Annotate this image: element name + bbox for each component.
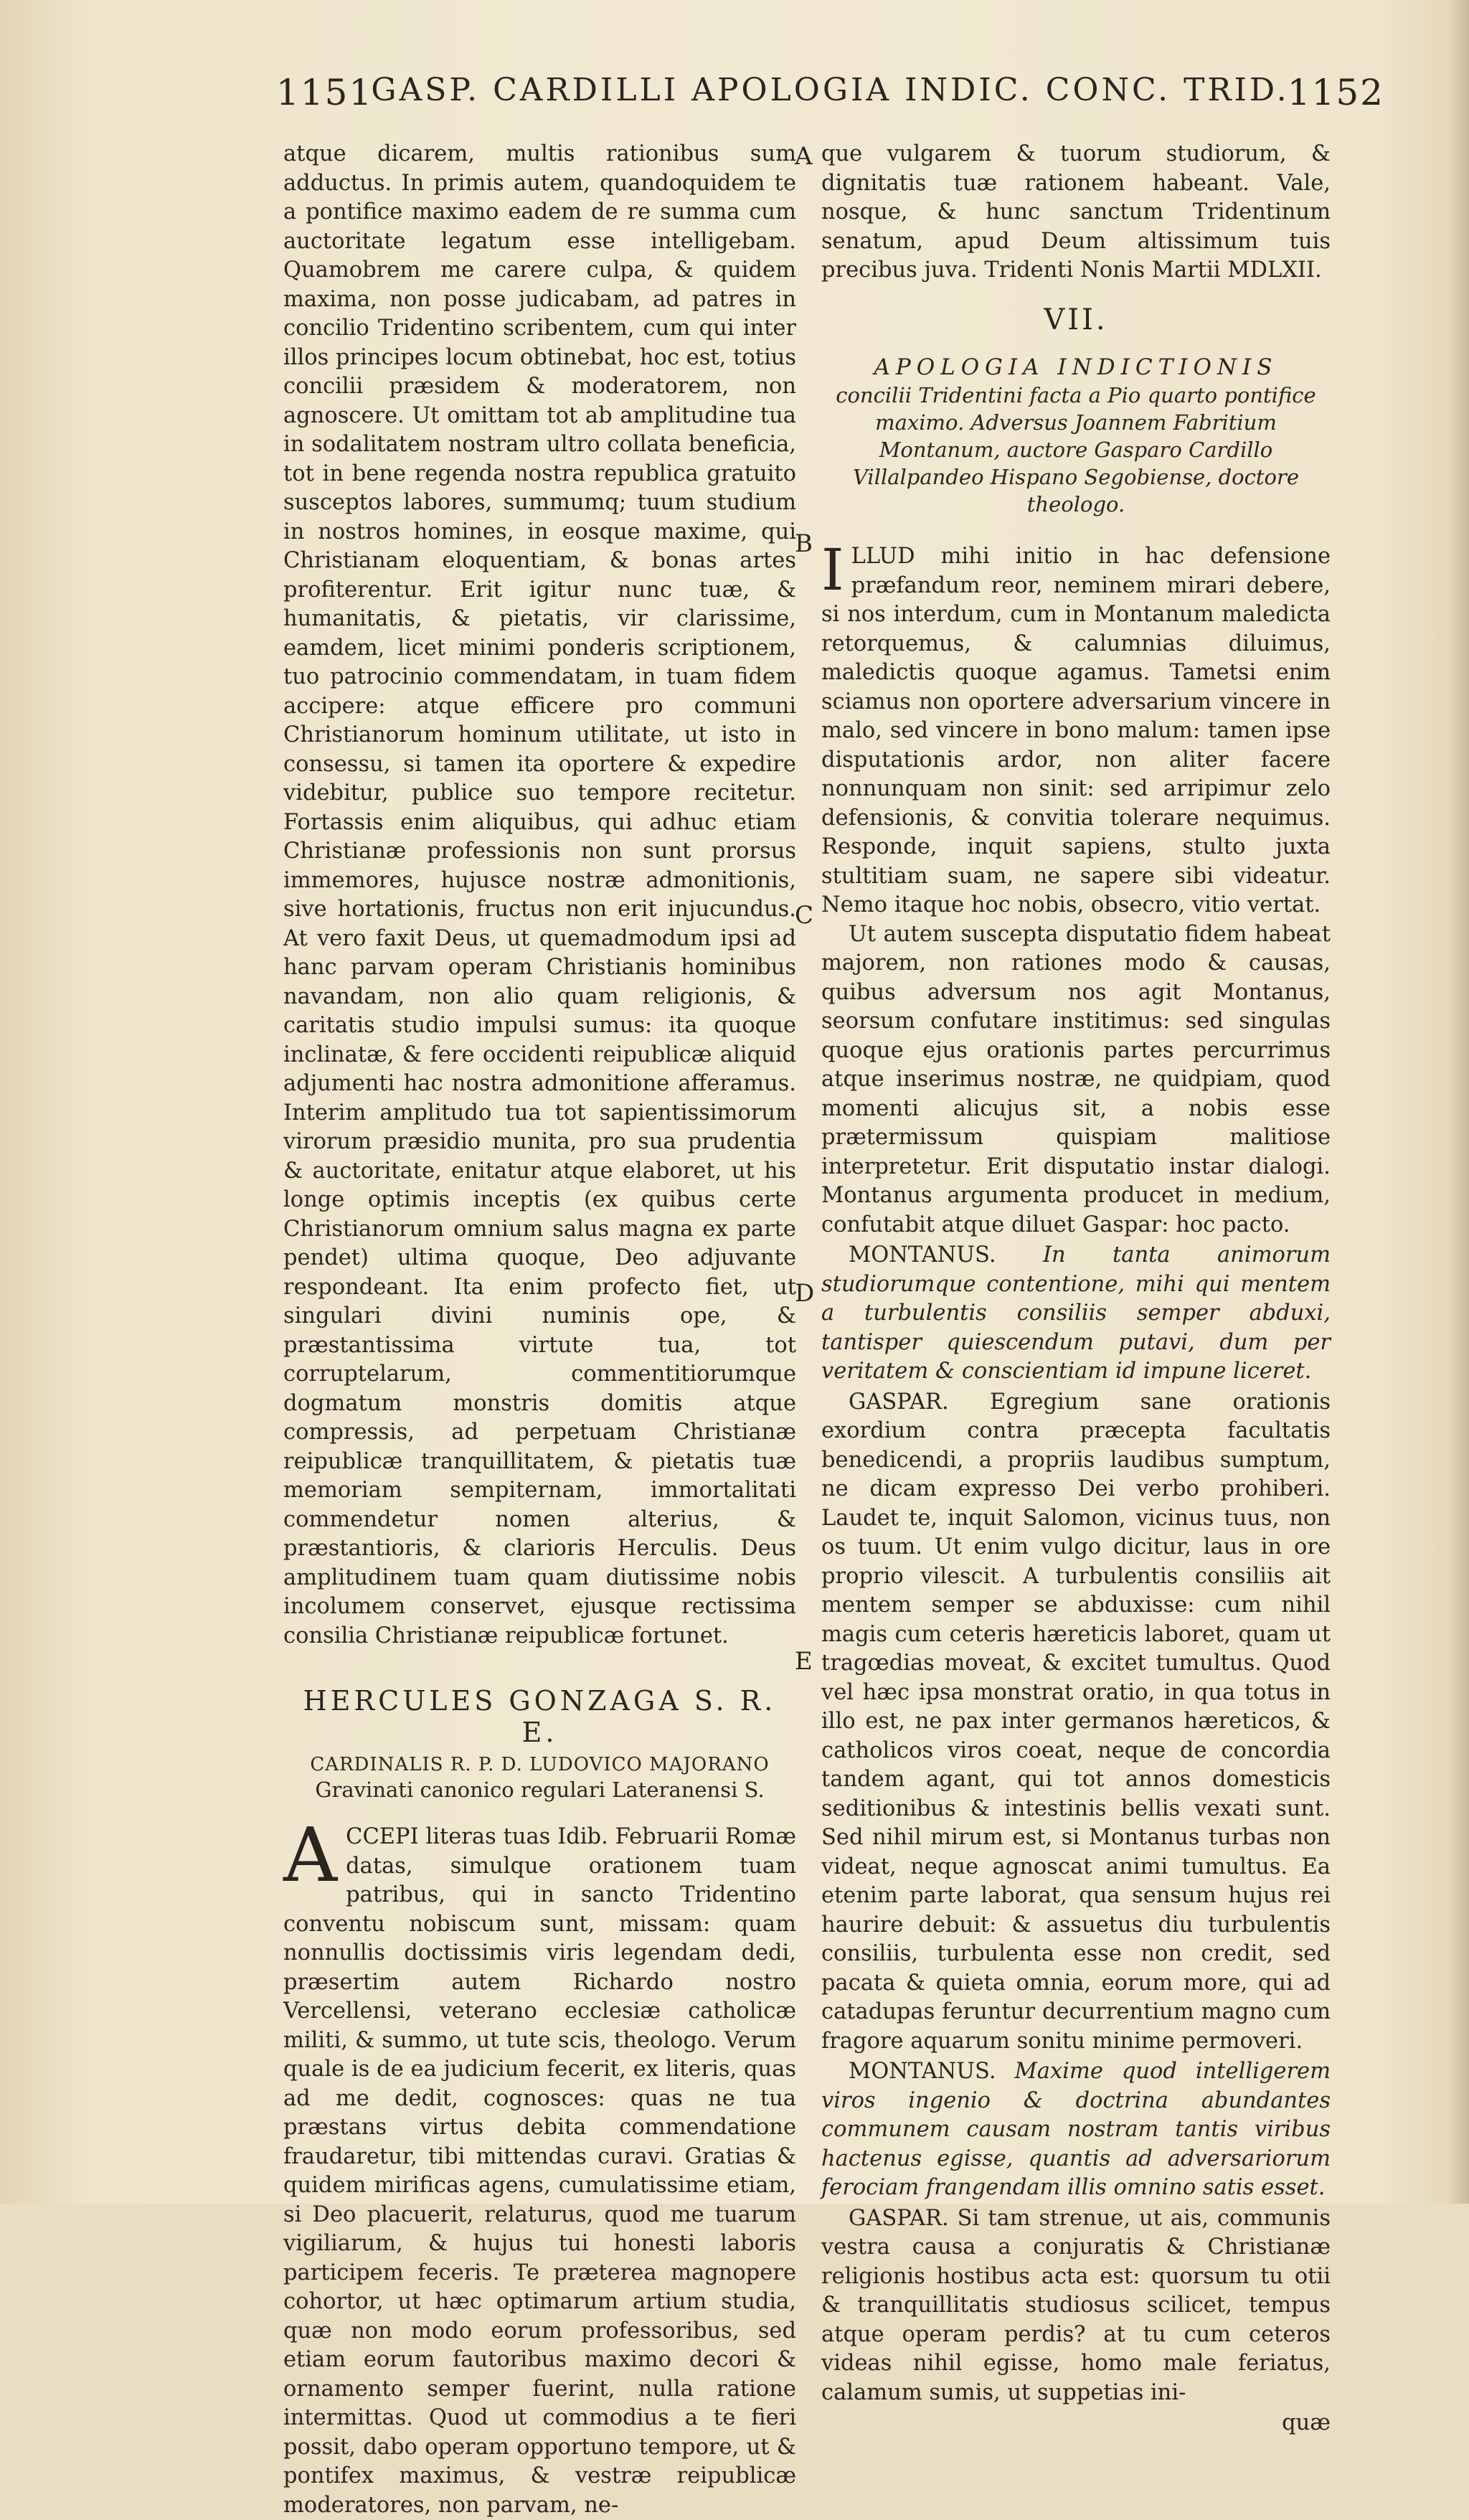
montanus-2-text: Maxime quod intelligerem viros ingenio & doctrina abundantes communem causam nostram tantis viribus hactenus egisse, quantis ad adversariorum ferociam frangendam illis omnino satis esset. xyxy=(821,2059,1331,2200)
catchword: quæ xyxy=(1282,2410,1331,2435)
letter-end: que vulgarem & tuorum studiorum, & dignitatis tuæ rationem habeant. Vale, nosque, & hunc sanctum Tridentinum senatum, apud Deum altissimum tuis precibus juva. Tridenti Nonis Martii MDLXII. xyxy=(821,141,1331,283)
hercules-subtitle-2: Gravinati canonico regulari Lateranensi S. xyxy=(315,1778,765,1802)
montanus-1-text: In tanta animorum studiorumque contentione, mihi qui mentem a turbulentis consiliis semper abduxi, tantisper quiescendum putavi, dum per veritatem & conscientiam id impune liceret. xyxy=(821,1242,1331,1384)
section-number: VII. xyxy=(1044,303,1108,336)
letter-body: atque dicarem, multis rationibus sum adductus. In primis autem, quandoquidem te a pontifice maximo eadem de re summa cum auctoritate legatum esse intelligebam. Quamobrem me carere culpa, & quidem maxima, non posse judicabam, ad patres in concilio Tridentino scribentem, cum qui inter illos principes locum obtinebat, hoc est, totius concilii præsidem & moderatorem, non agnoscere. Ut omittam tot ab amplitudine tua in sodalitatem nostram ultro collata beneficia, tot in bene regenda nostra republica gratuito susceptos labores, summumq; tuum studium in nostros homines, in eosque maxime, qui Christianam eloquentiam, & bonas artes profiterentur. Erit igitur nunc tuæ, & humanitatis, & pietatis, vir clarissime, eamdem, licet minimi ponderis scriptionem, tuo patrocinio commendatam, in tuam fidem accipere: atque efficere pro communi Christianorum hominum utilitate, ut isto in consessu, si tamen ita oportere & expedire videbitur, publice suo tempore recitetur. Fortassis enim aliquibus, qui adhuc etiam Christianæ professionis non sunt prorsus immemores, hujusce nostræ admonitionis, sive hortationis, fructus non erit injucundus. At vero faxit Deus, ut quemadmodum ipsi ad hanc parvam operam Christianis hominibus navandam, non alio quam religionis, & caritatis studio impulsi sumus: ita quoque inclinatæ, & fere occidenti reipublicæ aliquid adjumenti hac nostra admonitione afferamus. Interim amplitudo tua tot sapientissimorum virorum præsidio munita, pro sua prudentia & auctoritate, enitatur atque elaboret, ut his longe optimis inceptis (ex quibus certe Christianorum omnium salus magna ex parte pendet) ultima quoque, Deo adjuvante respondeant. Ita enim profecto fiet, ut singulari divini numinis ope, & præstantissima virtute tua, tot corruptelarum, commentitiorumque dogmatum monstris domitis atque compressis, ad perpetuam Christianæ reipublicæ tranquillitatem, & pietatis tuæ memoriam sempiternam, immortalitati commendetur nomen alterius, & præstantioris, & clarioris Herculis. Deus amplitudinem tuam quam diutissime nobis incolumem conservet, ejusque rectissima consilia Christianæ reipublicæ fortunet. xyxy=(283,141,796,1648)
drop-cap-a: A xyxy=(283,1811,338,1899)
margin-letter-c: C xyxy=(795,901,814,930)
page-number-right: 1152 xyxy=(1287,72,1384,113)
gutter-shadow xyxy=(1447,0,1469,2204)
paragraph-2: Ut autem suscepta disputatio fidem habeat majorem, non rationes modo & causas, quibus adversum nos agit Montanus, seorsum confutare institimus: sed singulas quoque ejus orationis partes percurrimus atque inserimus nostræ, ne quidpiam, quod momenti alicujus sit, a nobis esse prætermissum quispiam malitiose interpretetur. Erit disputatio instar dialogi. Montanus argumenta producet in medium, confutabit atque diluet Gaspar: hoc pacto. xyxy=(821,921,1331,1237)
speaker-montanus-2: MONTANUS. xyxy=(849,2059,996,2084)
speaker-gaspar: GASPAR. xyxy=(849,1389,949,1415)
apologia-title: APOLOGIA INDICTIONIS xyxy=(874,354,1278,380)
speaker-gaspar-2: GASPAR. xyxy=(849,2205,949,2231)
margin-letter-e: E xyxy=(795,1647,813,1676)
montanus-1 xyxy=(821,1241,1331,1387)
hercules-subtitle: CARDINALIS R. P. D. LUDOVICO MAJORANO xyxy=(310,1754,770,1775)
apologia-subtitle: concilii Tridentini facta a Pio quarto pontifice maximo. Adversus Joannem Fabritium Montanum, auctore Gasparo Cardillo Villalpandeo Hispano Segobiense, doctore theologo. xyxy=(836,383,1316,516)
page-number-left: 1151 xyxy=(276,72,374,113)
gaspar-2-text: Si tam strenue, ut ais, communis vestra causa a conjuratis & Christianæ religionis hostibus acta est: quorsum tu otii & tranquillitatis studiosus scilicet, tempus atque operam perdis? at tu cum ceteros videas nihil egisse, homo male feriatus, calamum sumis, ut suppetias ini- xyxy=(821,2205,1331,2405)
illud-text: LLUD mihi initio in hac defensione præfandum reor, neminem mirari debere, si nos interdum, cum in Montanum maledicta retorquemus, & calumnias diluimus, maledictis quoque agamus. Tametsi enim sciamus non oportere adversarium vincere in malo, sed vincere in bono malum: tamen ipse disputationis ardor, non aliter facere nonnunquam non sinit: sed arripimur zelo defensionis, & convitia tolerare nequimus. Responde, inquit sapiens, stulto juxta stultitiam suam, ne sapere sibi videatur. Nemo itaque hoc nobis, obsecro, vitio vertat. xyxy=(821,544,1331,917)
left-column xyxy=(283,140,796,2520)
margin-letter-b: B xyxy=(795,529,813,558)
running-header xyxy=(276,72,1384,129)
running-title: GASP. CARDILLI APOLOGIA INDIC. CONC. TRID. xyxy=(371,72,1290,108)
illud-paragraph xyxy=(821,537,1331,920)
accepi-paragraph xyxy=(283,1811,796,2520)
gaspar-2 xyxy=(821,2204,1331,2408)
speaker-montanus: MONTANUS. xyxy=(849,1242,996,1268)
montanus-2 xyxy=(821,2057,1331,2203)
drop-cap-i: I xyxy=(821,537,844,603)
accepi-text: CCEPI literas tuas Idib. Februarii Romæ datas, simulque orationem tuam patribus, qui in sancto Tridentino conventu nobiscum sunt, missam: quam nonnullis doctissimis viris legendam dedi, præsertim autem Richardo nostro Vercellensi, veterano ecclesiæ catholicæ militi, & summo, ut tute scis, theologo. Verum quale is de ea judicium fecerit, ex literis, quas ad me dedit, cognosces: quas ne tua præstans virtus debita commendatione fraudaretur, tibi mittendas curavi. Gratias & quidem mirificas agens, cumulatissime etiam, si Deo placuerit, relaturus, quod me tuarum vigiliarum, & hujus tui honesti laboris participem feceris. Te præterea magnopere cohortor, ut hæc optimarum artium studia, quæ non modo eorum professoribus, sed etiam eorum fautoribus maximo decori & ornamento semper fuerint, nulla ratione intermittas. Quod ut commodius a te fieri possit, dabo operam opportuno tempore, ut & pontifex maximus, & vestræ reipublicæ moderatores, non parvam, ne- xyxy=(283,1824,796,2518)
hercules-title: HERCULES GONZAGA S. R. E. xyxy=(303,1685,777,1748)
gaspar-1 xyxy=(821,1388,1331,2057)
margin-letter-a: A xyxy=(795,142,813,171)
gaspar-1-text: Egregium sane orationis exordium contra præcepta facultatis benedicendi, a propriis laudibus sumptum, ne dicam expresso Dei verbo prohiberi. Laudet te, inquit Salomon, vicinus tuus, non os tuum. Ut enim vulgo dicitur, laus in ore proprio vilescit. A turbulentis consiliis ait mentem semper se abduxisse: cum nihil magis cum ceteris hæreticis laboret, quam ut tragœdias moveat, & excitet tumultus. Quod vel hæc ipsa monstrat oratio, in qua totus in illo est, ne pax inter germanos hæreticos, & catholicos viros coeat, neque de concordia tandem agant, qui tot annos domesticis seditionibus & intestinis bellis vexati sunt. Sed nihil mirum est, si Montanus turbas non videat, neque agnoscat animi tumultus. Ea etenim parte laborat, qua sensum hujus rei haurire debuit: & assuetus diu turbulentis consiliis, turbulenta esse non credit, sed pacata & quieta omnia, eorum more, qui ad catadupas feruntur decurrentium magno cum fragore aquarum sonitu minime permoveri. xyxy=(821,1389,1331,2054)
margin-letter-d: D xyxy=(795,1279,815,1308)
right-column xyxy=(821,140,1331,2438)
